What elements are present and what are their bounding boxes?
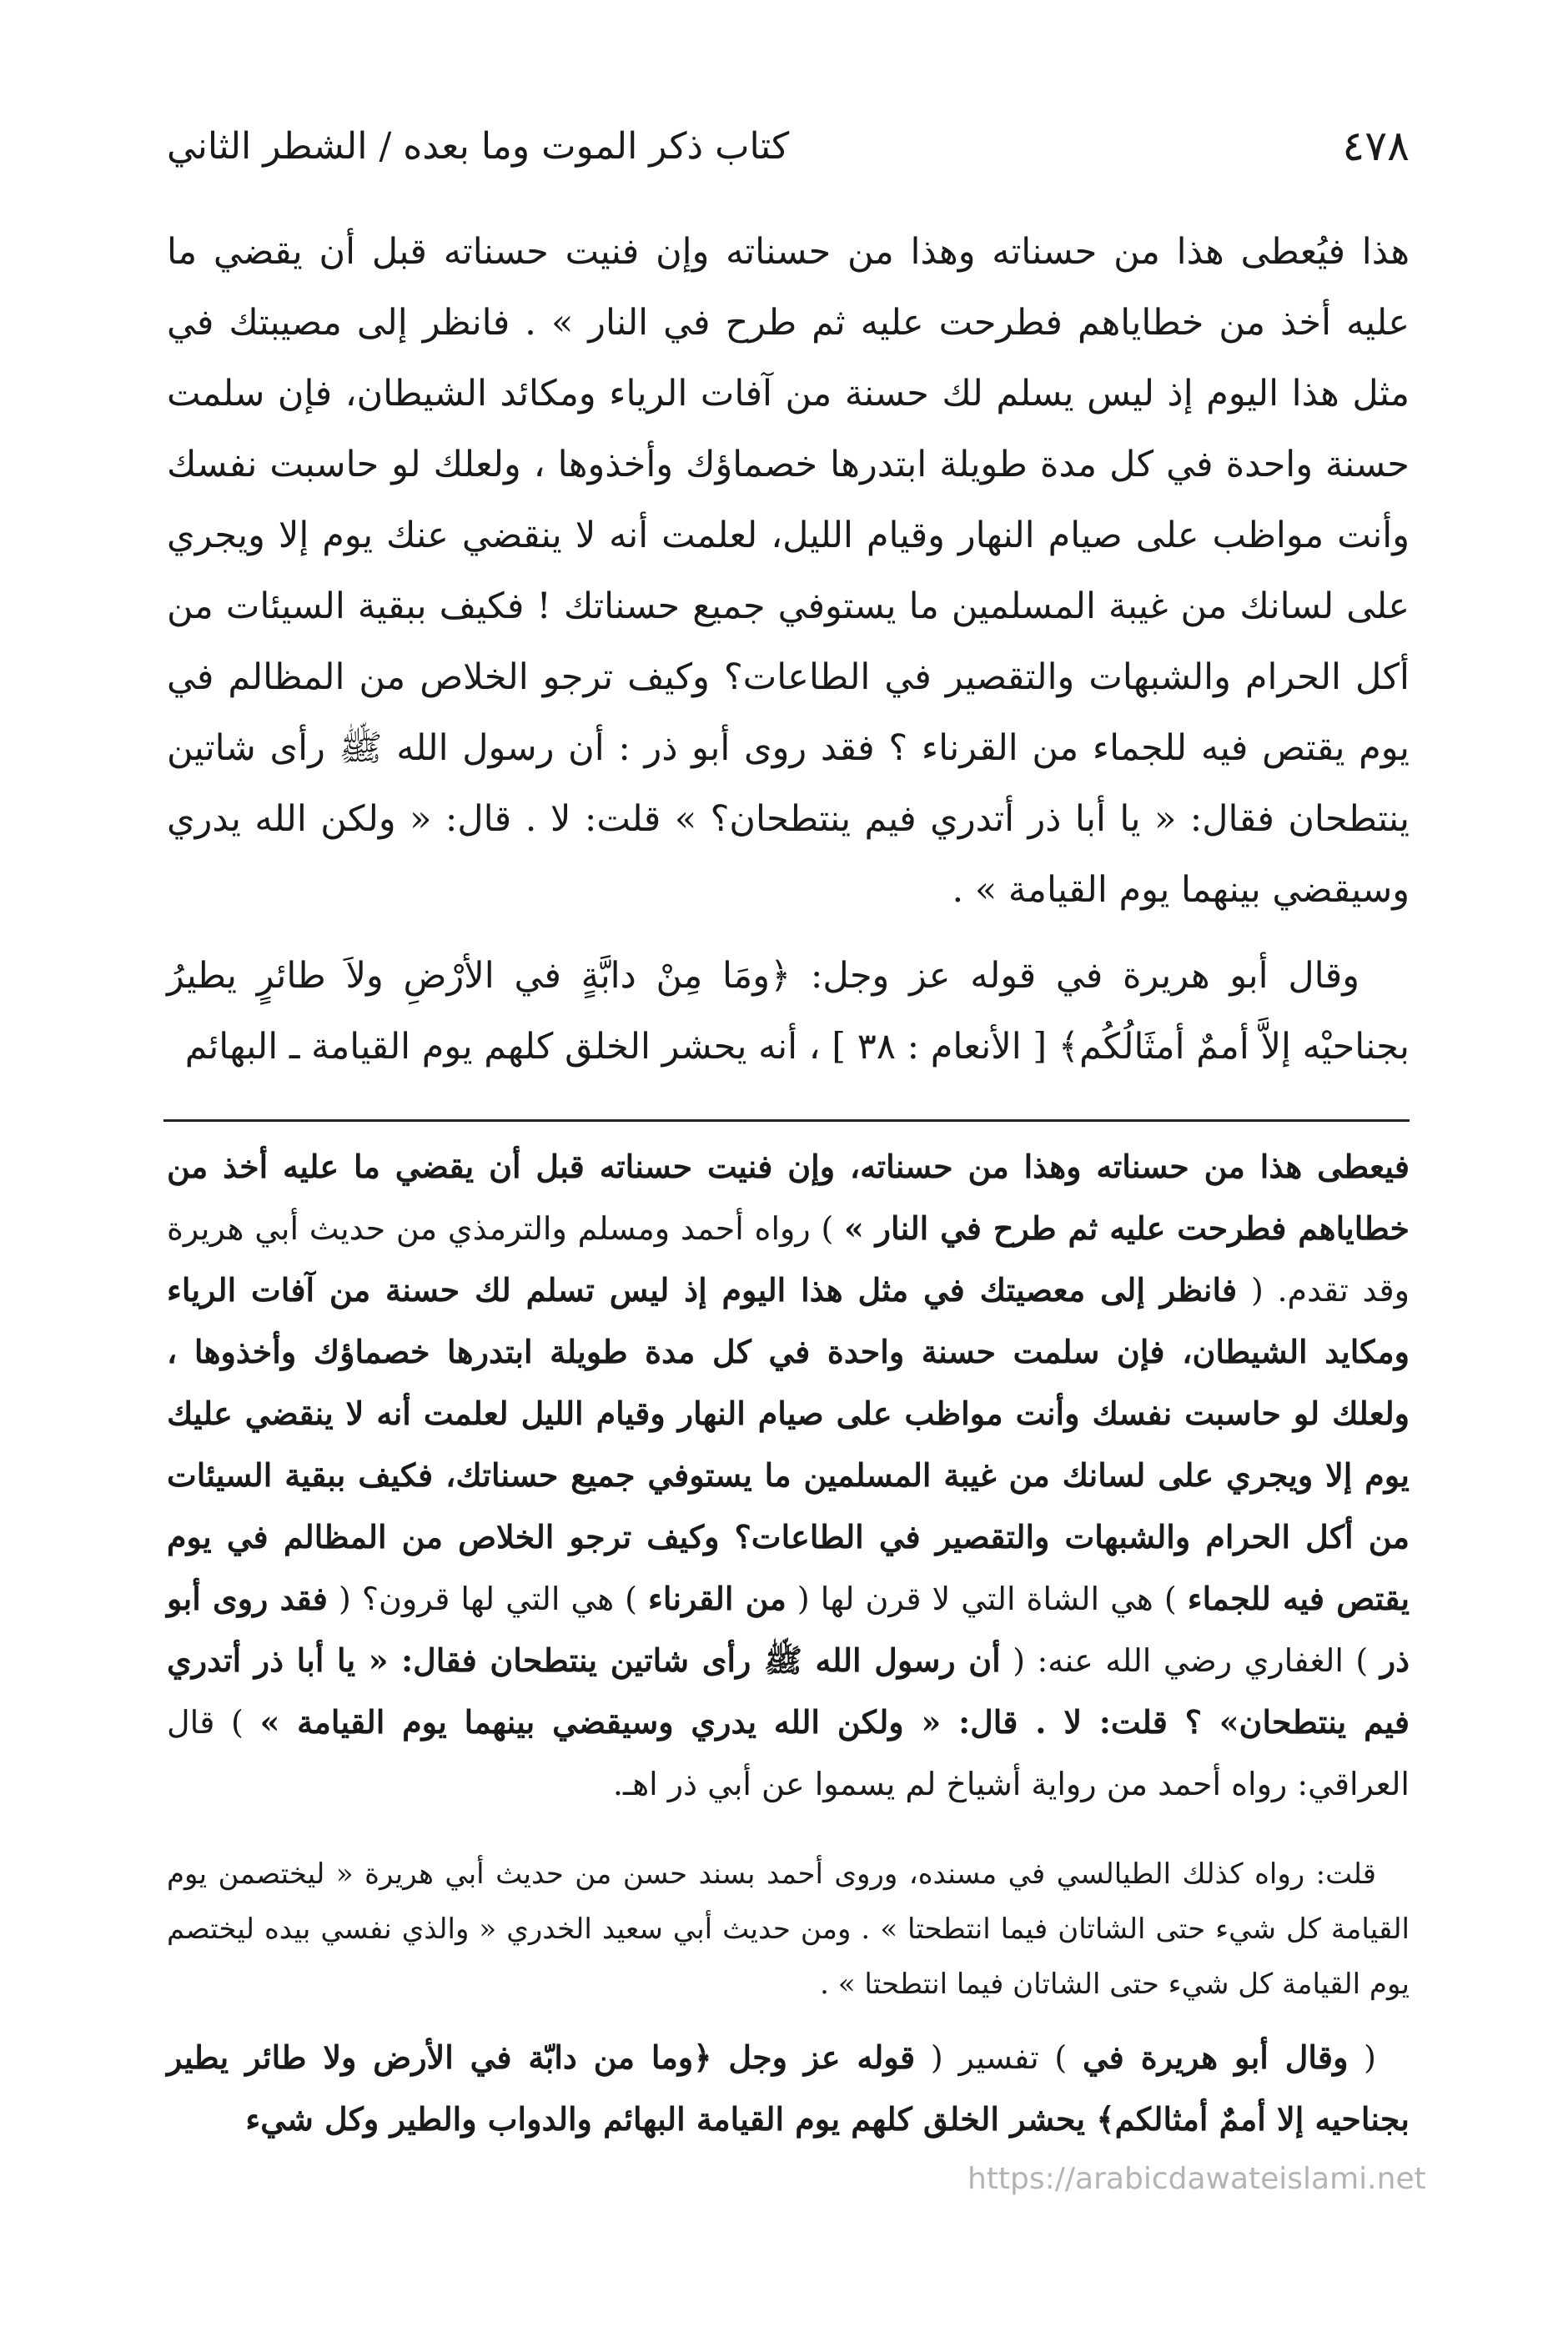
- quoted-text: فانظر إلى معصيتك في مثل هذا اليوم إذ ليس تسلم لك حسنة من آفات الرياء ومكايد الشيطان، فإن سلمت حسنة واحدة في كل مدة طويلة ابتدرها خصماؤك وأخذوها ، ولعلك لو حاسبت نفسك وأنت مواظب على صيام النهار وقيام الليل لعلمت أنه لا ينقضي عليك يوم إلا ويجري على لسانك من غيبة المسلمين ما يستوفي جميع حسناتك، فكيف ببقية السيئات من أكل الحرام والشبهات والتقصير في الطاعات؟ وكيف ترجو الخلاص من المظالم في يوم يقتص فيه للجماء: [167, 1271, 1410, 1617]
- explanation-text: ) هي الشاة التي لا قرن لها (: [786, 1581, 1188, 1617]
- quoted-text: فقد روى أبو ذر: [167, 1580, 1410, 1679]
- quoted-text: وقال أبو هريرة في: [1082, 2038, 1349, 2076]
- footnote-divider: [163, 1119, 1410, 1122]
- commentary-paragraph: [167, 1136, 1410, 1815]
- explanation-text: ) الغفاري رضي الله عنه: (: [1000, 1642, 1380, 1679]
- main-text: [167, 217, 1410, 1083]
- watermark-url: https://arabicdawateislami.net: [967, 2162, 1426, 2196]
- main-paragraph: هذا فيُعطى هذا من حسناته وهذا من حسناته وإن فنيت حسناته قبل أن يقضي ما عليه أخذ من خطاياهم فطرحت عليه ثم طرح في النار » . فانظر إلى مصيبتك في مثل هذا اليوم إذ ليس يسلم لك حسنة من آفات الرياء ومكائد الشيطان، فإن سلمت حسنة واحدة في كل مدة طويلة ابتدرها خصماؤك وأخذوها ، ولعلك لو حاسبت نفسك وأنت مواظب على صيام النهار وقيام الليل، لعلمت أنه لا ينقضي عنك يوم إلا ويجري على لسانك من غيبة المسلمين ما يستوفي جميع حسناتك ! فكيف ببقية السيئات من أكل الحرام والشبهات والتقصير في الطاعات؟ وكيف ترجو الخلاص من المظالم في يوم يقتص فيه للجماء من القرناء ؟ فقد روى أبو ذر : أن رسول الله ﷺ رأى شاتين ينتطحان فقال: « يا أبا ذر أتدري فيم ينتطحان؟ » قلت: لا . قال: « ولكن الله يدري وسيقضي بينهما يوم القيامة » .: [167, 231, 1410, 911]
- explanation-text: ) هي التي لها قرون؟ (: [327, 1581, 649, 1617]
- commentary: [167, 1136, 1410, 2150]
- main-paragraph: وقال أبو هريرة في قوله عز وجل: ﴿ومَا مِنْ دابَّةٍ في الأرْضِ ولاَ طائرٍ يطيرُ بجناحيْه إلاَّ أممٌ أمثَالُكُم﴾ [ الأنعام : ٣٨ ] ، أنه يحشر الخلق كلهم يوم القيامة ـ البهائم: [167, 955, 1410, 1068]
- explanation-text: ) رواه أحمد ومسلم والترمذي من حديث أبي هريرة وقد تقدم. (: [167, 1210, 1410, 1309]
- running-title: كتاب ذكر الموت وما بعده / الشطر الثاني: [167, 124, 790, 168]
- page-number: ٤٧٨: [1342, 122, 1410, 170]
- commentary-note: قلت: رواه كذلك الطيالسي في مسنده، وروى أحمد بسند حسن من حديث أبي هريرة « ليختصمن يوم القيامة كل شيء حتى الشاتان فيما انتطحتا » . ومن حديث أبي سعيد الخدري « والذي نفسي بيده ليختصم يوم القيامة كل شيء حتى الشاتان فيما انتطحتا » .: [167, 1857, 1410, 2001]
- explanation-text: ) تفسير (: [915, 2039, 1083, 2076]
- quoted-text: فيعطى هذا من حسناته وهذا من حسناته، وإن فنيت حسناته قبل أن يقضي ما عليه أخذ من خطاياهم فطرحت عليه ثم طرح في النار »: [167, 1148, 1410, 1247]
- page-header: [167, 108, 1410, 183]
- quoted-text: من القرناء: [648, 1580, 787, 1617]
- quoted-text: أن رسول الله ﷺ رأى شاتين ينتطحان فقال: « يا أبا ذر أتدري فيم ينتطحان» ؟ قلت: لا . قال: « ولكن الله يدري وسيقضي بينهما يوم القيامة »: [167, 1641, 1410, 1741]
- explanation-text: (: [1348, 2039, 1377, 2076]
- book-page: [167, 0, 1410, 2332]
- explanation-text: ) قال العراقي: رواه أحمد من رواية أشياخ لم يسموا عن أبي ذر اهـ.: [167, 1704, 1410, 1802]
- commentary-paragraph: [167, 2027, 1410, 2150]
- quoted-text: قوله عز وجل ﴿وما من دابّة في الأرض ولا طائر يطير بجناحيه إلا أممٌ أمثالكم﴾ يحشر الخلق كلهم يوم القيامة البهائم والدواب والطير وكل شيء: [167, 2038, 1410, 2138]
